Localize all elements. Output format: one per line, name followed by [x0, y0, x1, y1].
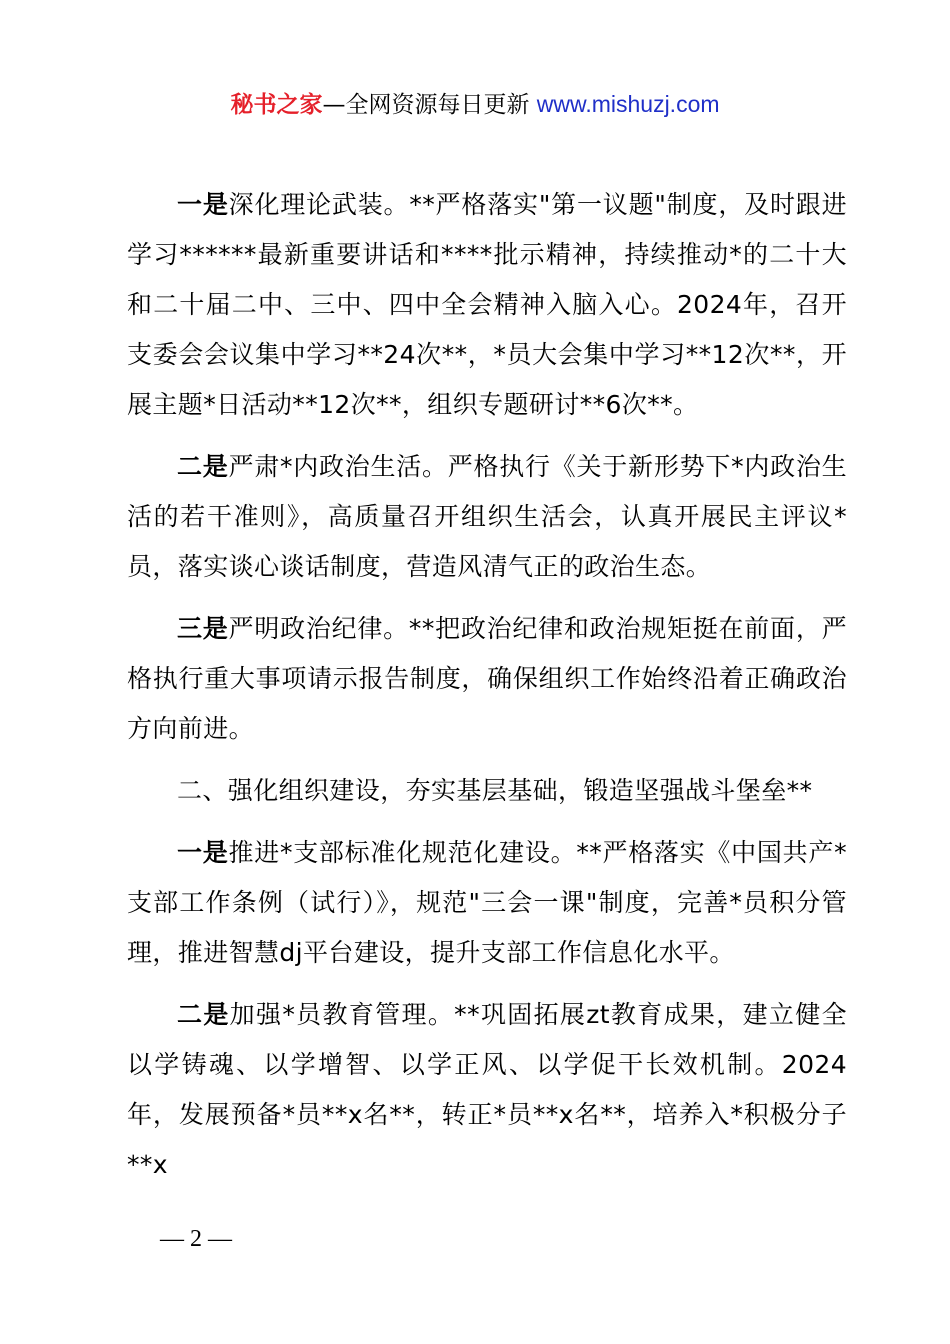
paragraph-3	[127, 604, 847, 754]
paragraph-1	[127, 180, 847, 430]
paragraph-text: 推进*支部标准化规范化建设。**严格落实《中国共产*支部工作条例（试行）》，规范"三会一课"制度，完善*员积分管理，推进智慧dj平台建设，提升支部工作信息化水平。	[127, 838, 847, 967]
brand-name: 秘书之家	[230, 92, 323, 118]
paragraph-lead: 三是	[177, 614, 229, 643]
paragraph-lead: 二是	[177, 452, 229, 481]
paragraph-text: 加强*员教育管理。**巩固拓展zt教育成果，建立健全以学铸魂、以学增智、以学正风、以学促干长效机制。2024年，发展预备*员**x名**，转正*员**x名**，培养入*积极分子**x	[127, 1000, 847, 1179]
paragraph-4	[127, 828, 847, 978]
paragraph-2	[127, 442, 847, 592]
site-header	[0, 86, 950, 123]
paragraph-text: 严肃*内政治生活。严格执行《关于新形势下*内政治生活的若干准则》，高质量召开组织生活会，认真开展民主评议*员，落实谈心谈话制度，营造风清气正的政治生态。	[127, 452, 847, 581]
paragraph-lead: 二是	[177, 1000, 230, 1029]
paragraph-lead: 一是	[177, 838, 229, 867]
paragraph-text: 严明政治纪律。**把政治纪律和政治规矩挺在前面，严格执行重大事项请示报告制度，确保组织工作始终沿着正确政治方向前进。	[127, 614, 847, 743]
paragraph-5	[127, 990, 847, 1190]
slogan: —全网资源每日更新	[322, 92, 530, 118]
page-number: — 2 —	[160, 1226, 232, 1252]
site-url[interactable]: www.mishuzj.com	[536, 91, 720, 117]
paragraph-lead: 一是	[177, 190, 229, 219]
document-body	[127, 180, 847, 1202]
section-heading: 二、强化组织建设，夯实基层基础，锻造坚强战斗堡垒**	[177, 776, 813, 805]
paragraph-text: 深化理论武装。**严格落实"第一议题"制度，及时跟进学习******最新重要讲话和****批示精神，持续推动*的二十大和二十届二中、三中、四中全会精神入脑入心。2024年，召开支委会会议集中学习**24次**，*员大会集中学习**12次**，开展主题*日活动**12次**，组织专题研讨**6次**。	[127, 190, 847, 419]
